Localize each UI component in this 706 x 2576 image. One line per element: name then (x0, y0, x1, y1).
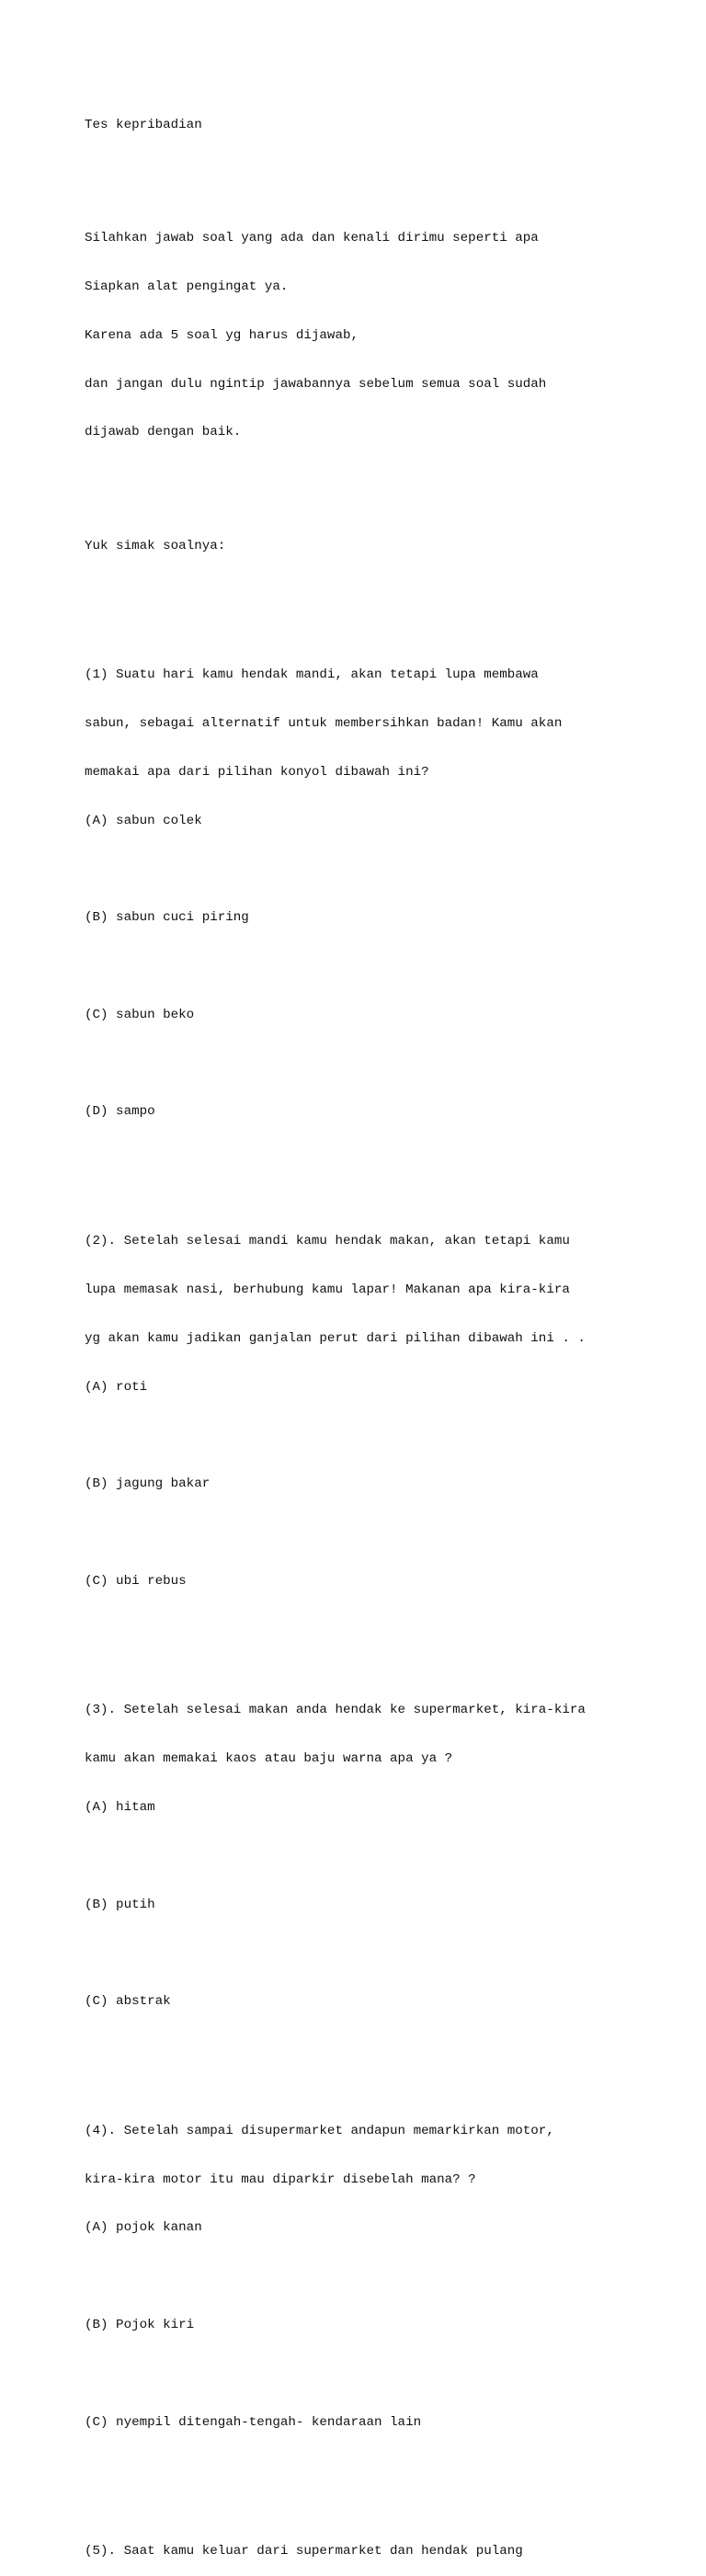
question-2-text: (2). Setelah selesai mandi kamu hendak makan, akan tetapi kamu (85, 1234, 570, 1249)
lead-text: Yuk simak soalnya: (85, 538, 226, 553)
question-4-option-a: (A) pojok kanan (85, 2220, 202, 2236)
blank-line (85, 473, 691, 490)
question-2-text: yg akan kamu jadikan ganjalan perut dari pilihan dibawah ini . . (85, 1330, 586, 1346)
question-4-option-c: (C) nyempil ditengah-tengah- kendaraan lain (85, 2414, 422, 2430)
question-4-text: kira-kira motor itu mau diparkir disebelah mana? ? (85, 2171, 476, 2187)
blank-line (85, 1525, 691, 1542)
question-3-option-b: (B) putih (85, 1897, 155, 1912)
intro-line: Karena ada 5 soal yg harus dijawab, (85, 327, 359, 343)
question-3-text: kamu akan memakai kaos atau baju warna apa ya ? (85, 1751, 453, 1767)
blank-line (85, 959, 691, 975)
blank-line (85, 862, 691, 879)
question-1-option-d: (D) sampo (85, 1104, 155, 1120)
blank-line (85, 1622, 691, 1638)
blank-line (85, 1945, 691, 1962)
intro-line: Silahkan jawab soal yang ada dan kenali dirimu seperti apa (85, 231, 539, 246)
question-4-option-b: (B) Pojok kiri (85, 2317, 195, 2332)
question-2-option-a: (A) roti (85, 1379, 148, 1395)
question-3-option-a: (A) hitam (85, 1799, 155, 1815)
blank-line (85, 1849, 691, 1865)
blank-line (85, 2269, 691, 2285)
blank-line (85, 166, 691, 183)
blank-line (85, 1153, 691, 1169)
question-2-option-b: (B) jagung bakar (85, 1476, 211, 1492)
question-1-option-c: (C) sabun beko (85, 1007, 195, 1022)
intro-line: Siapkan alat pengingat ya. (85, 279, 289, 295)
blank-line (85, 2366, 691, 2383)
question-1-text: (1) Suatu hari kamu hendak mandi, akan tetapi lupa membawa (85, 667, 539, 683)
question-4-text: (4). Setelah sampai disupermarket andapun memarkirkan motor, (85, 2123, 554, 2138)
document-title: Tes kepribadian (85, 118, 202, 133)
question-1-text: sabun, sebagai alternatif untuk membersihkan badan! Kamu akan (85, 716, 563, 732)
intro-line: dijawab dengan baik. (85, 425, 242, 440)
question-1-option-a: (A) sabun colek (85, 813, 202, 828)
blank-line (85, 587, 691, 603)
question-2-text: lupa memasak nasi, berhubung kamu lapar! Makanan apa kira-kira (85, 1282, 570, 1297)
blank-line (85, 1428, 691, 1444)
question-2-option-c: (C) ubi rebus (85, 1573, 187, 1589)
blank-line (85, 2043, 691, 2059)
question-3-option-c: (C) abstrak (85, 1994, 171, 2010)
intro-line: dan jangan dulu ngintip jawabannya sebelum semua soal sudah (85, 376, 547, 392)
document-page (85, 85, 691, 2576)
question-1-text: memakai apa dari pilihan konyol dibawah ini? (85, 764, 429, 780)
question-1-option-b: (B) sabun cuci piring (85, 910, 249, 926)
question-5-text: (5). Saat kamu keluar dari supermarket dan hendak pulang (85, 2544, 523, 2559)
question-3-text: (3). Setelah selesai makan anda hendak ke supermarket, kira-kira (85, 1703, 586, 1718)
blank-line (85, 1056, 691, 1073)
blank-line (85, 2463, 691, 2479)
